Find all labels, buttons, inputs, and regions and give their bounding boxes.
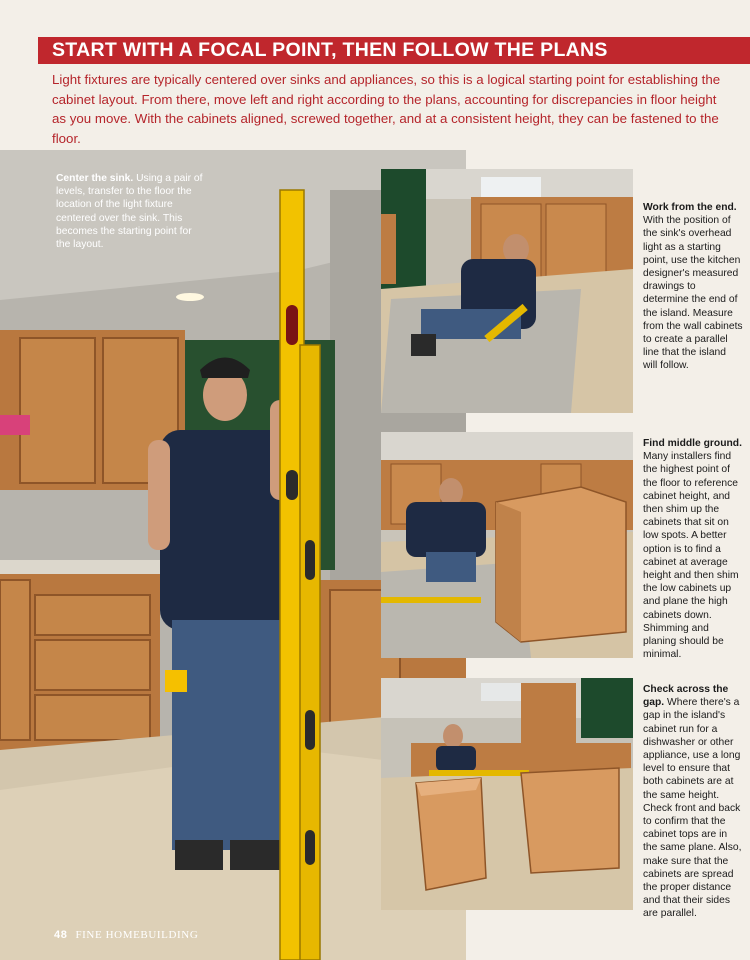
step-3-title: Check across the gap.	[643, 684, 729, 709]
step-3-body: Where there's a gap in the island's cabinet run for a dishwasher or other appliance, use a long level to ensure that both cabinets are at the same height. Check front and back to confirm that the cabinet tops are in the same plane. Also, make sure that the cabinets are spread the proper distance and that their sides are parallel.	[643, 697, 742, 920]
step-photo-work-from-end	[381, 169, 633, 413]
step-caption-check-across-gap	[643, 683, 743, 921]
step-1-body: With the position of the sink's overhead light as a starting point, use the kitchen designer's measured drawings to determine the end of the island. Measure from the wall cabinets to create a parallel line that the island will follow.	[643, 215, 743, 372]
step-caption-find-middle-ground	[643, 437, 743, 661]
step-caption-work-from-end	[643, 201, 743, 373]
step-2-title: Find middle ground.	[643, 438, 742, 449]
step-photo-find-middle-ground	[381, 432, 633, 658]
step-1-title: Work from the end.	[643, 202, 737, 213]
page-footer	[54, 929, 198, 941]
step-photo-check-across-gap	[381, 678, 633, 910]
main-caption-body: Using a pair of levels, transfer to the floor the location of the light fixture centered over the sink. This becomes the starting point for the layout.	[56, 173, 203, 251]
section-banner: START WITH A FOCAL POINT, THEN FOLLOW THE PLANS	[38, 37, 750, 64]
step-2-body: Many installers find the highest point of the floor to reference cabinet height, and then shim up the cabinets that sit on low spots. A better option is to find a cabinet at average height and then shim the low cabinets up and plane the high cabinets down. Shimming and planing should be minimal.	[643, 451, 739, 661]
magazine-name: FINE HOMEBUILDING	[75, 929, 199, 941]
intro-paragraph: Light fixtures are typically centered over sinks and appliances, so this is a logical starting point for establishing the cabinet layout. From there, move left and right according to the plans, accounting for discrepancies in floor height as you move. With the cabinets aligned, screwed together, and at a consistent height, they can be fastened to the floor.	[52, 72, 721, 146]
main-photo-caption	[56, 172, 206, 251]
page-number: 48	[54, 929, 68, 941]
main-caption-title: Center the sink.	[56, 173, 134, 184]
